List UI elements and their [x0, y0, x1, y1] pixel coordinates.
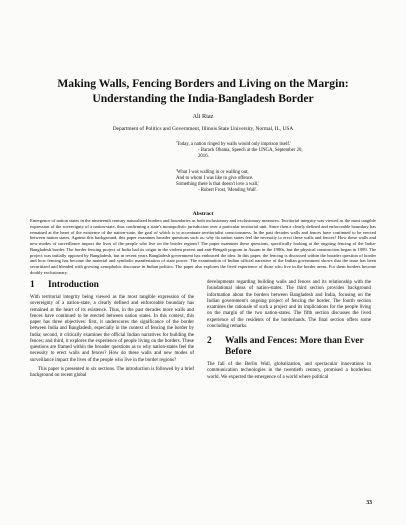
section-title: Walls and Fences: More than Ever Before — [225, 336, 364, 357]
epigraph-source-year: 2016. — [198, 154, 209, 160]
epigraph-line: And to whom I was like to give offence. — [176, 176, 254, 182]
epigraph-quote: 'Today, a nation ringed by walls would only imprison itself.' — [176, 142, 291, 147]
abstract-heading: Abstract — [192, 211, 214, 217]
right-column — [207, 280, 371, 384]
section-heading — [30, 280, 194, 291]
section-heading — [207, 336, 371, 358]
epigraph-frost — [176, 170, 366, 194]
author-affiliation: Department of Politics and Government, Illinois State University, Normal, IL, USA — [112, 126, 294, 132]
section-number: 1 — [30, 280, 35, 290]
paragraph: This paper is presented in six sections. The introduction is followed by a brief background on recent global — [30, 366, 194, 378]
page-number: 33 — [366, 500, 372, 506]
paragraph: With territorial integrity being viewed as the most tangible expression of the sovereignty of a nation-state, a clearly defined and enforceable boundary has remained at the heart of its existence. Thus, in the past decades more walls and fences have continued to be erected between nation states. In this context, this paper has three objectives: first, it underscores the significance of the border between India and Bangladesh, especially in the context of fencing the border by India; second, it critically examines the official Indian narratives for building the fences; and third, it explores the experience of people living on the borders. These questions are framed within the broader questions as to why nation-states feel the necessity to erect walls and fences? How do these walls and new modes of surveillance impact the lives of the people who live in the border regions? — [30, 295, 194, 363]
author-name: Ali Riaz — [192, 113, 214, 120]
epigraph-line: Something there is that doesn't love a wall,' — [176, 182, 260, 188]
paper-title: Making Walls, Fencing Borders and Living on the Margin: Understanding the India-Bangladesh Border — [57, 77, 349, 105]
paragraph: developments regarding building walls and fences and its relationship with the foundational ideas of nation-states. The third section provides background information about the borders between Bangladesh and India, focusing on the Indian government's ongoing project of fencing the border. The fourth section examines the rationale of such a project and its implications for the people living on the margin of the two nation-states. The fifth section discusses the lived experience of the residents of the borderlands. The final section offers some concluding remarks. — [207, 280, 371, 329]
abstract-text: Emergence of nation states in the nineteenth century naturalized borders and boundaries as both inclusionary and exclusionary measures. Territorial integrity was viewed as the most tangible expression of the sovereignty of a nation-state, thus confirming a state's monopolistic jurisdiction over a particular territorial unit. Since then a clearly defined and enforceable boundary has remained at the heart of the existence of the nation-state, the goal of which is to accentuate territorialist consciousness. In the past decades walls and fences have continued to be erected between nation states. Against this background, this paper examines broader questions such as: why do nation states feel the necessity to erect these walls and fences? How these walls and new modes of surveillance impact the lives of the people who live on the border regions? The paper examines these questions, specifically looking at the ongoing fencing of the India-Bangladesh border. The border fencing project of India had its origin in the violent protest and anti-Bengali pogrom in Assam in the 1980s, but the physical construction began in 1989. The project was initially opposed by Bangladesh, but in recent years Bangladesh government has embraced the idea. In this paper, the fencing is discussed within the broader question of border and how fencing has become the material and symbolic manifestation of state power. The examination of Indian official narrative of the Indian government shows that the issue has been securitized and blended with growing xenophobic discourse in Indian politics. The paper also explores the lived experience of those who live in the border areas. For them borders become doubly exclusionary. — [30, 218, 376, 275]
section-number: 2 — [207, 336, 212, 346]
section-title: Introduction — [48, 280, 99, 290]
epigraph-source: - Robert Frost, 'Mending Wall'. — [198, 188, 258, 194]
paragraph: The fall of the Berlin Wall, globalization, and spectacular innovations in communication technologies in the twentieth century, promised a borderless world. We expected the emergence of a world where political — [207, 362, 371, 380]
epigraph-line: 'What I was walling in or walling out, — [176, 170, 249, 175]
epigraph-source: - Barack Obama, Speech at the UNGA, September 20, — [198, 148, 303, 154]
left-column — [30, 280, 194, 382]
epigraph-obama — [176, 142, 366, 160]
